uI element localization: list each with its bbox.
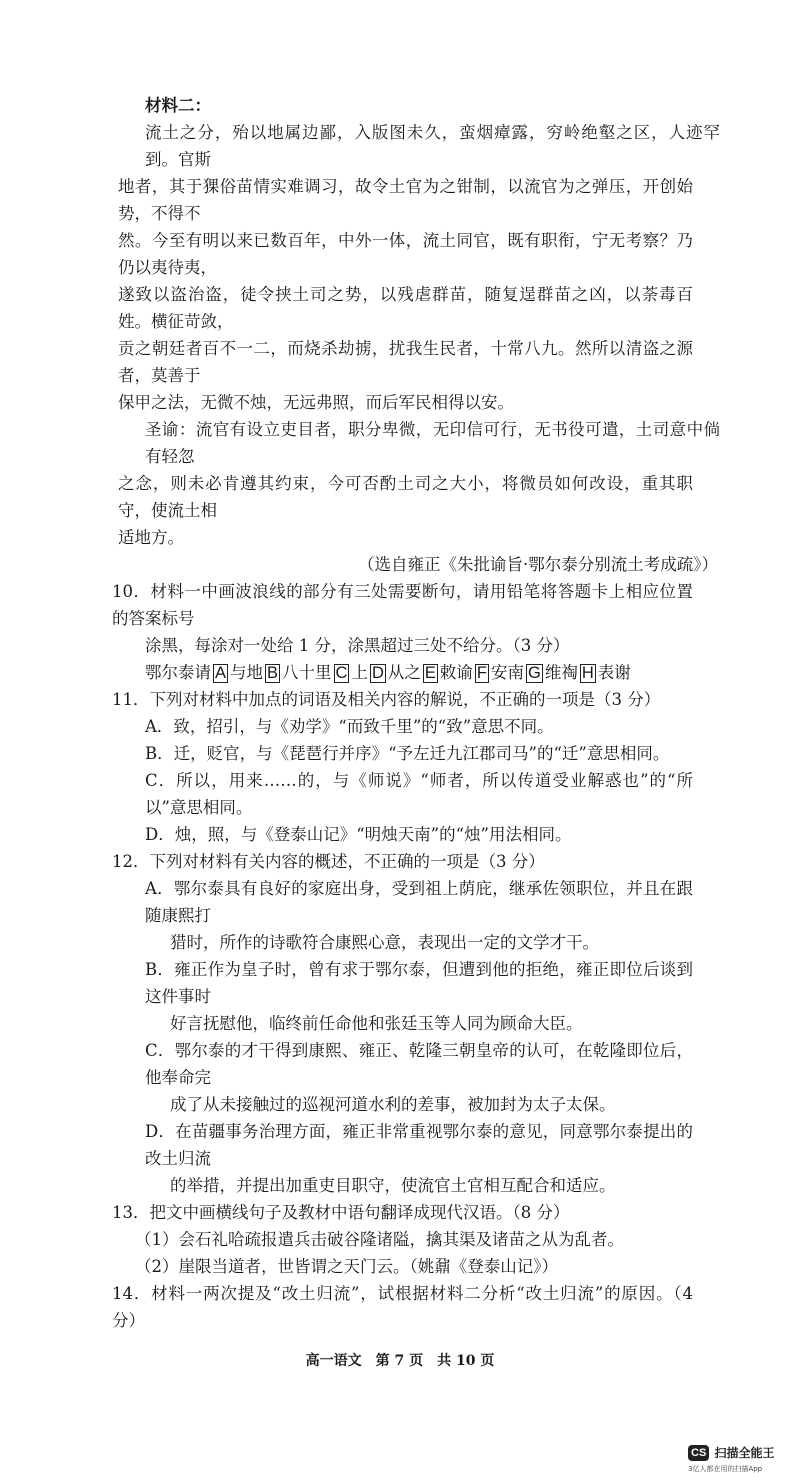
question-13 xyxy=(0,1199,800,1280)
text-line: 适地方。 xyxy=(118,528,184,547)
option-d: D．在苗疆事务治理方面，雍正非常重视鄂尔泰的意见，同意鄂尔泰提出的改土归流 xyxy=(145,1122,693,1168)
option-a-cont: 猎时，所作的诗歌符合康熙心意，表现出一定的文学才干。 xyxy=(170,933,599,952)
sentence-segment: 上 xyxy=(351,663,368,682)
sentence-segment: 从之 xyxy=(387,663,421,682)
question-stem: 13．把文中画横线句子及教材中语句翻译成现代汉语。（8 分） xyxy=(112,1203,570,1222)
question-12 xyxy=(0,848,800,1199)
answer-mark-box: A xyxy=(215,664,227,682)
option-a: A．鄂尔泰具有良好的家庭出身，受到祖上荫庇，继承佐领职位，并且在跟随康熙打 xyxy=(145,879,693,925)
sentence-segment: 八十里 xyxy=(282,663,332,682)
text-line: 地者，其于猓俗苗情实难调习，故令土官为之钳制，以流官为之弹压，开创始势，不得不 xyxy=(118,177,693,223)
punctuation-sentence xyxy=(145,659,693,686)
sentence-segment: 维祹 xyxy=(544,663,578,682)
text-line: 贡之朝廷者百不一二，而烧杀劫掳，扰我生民者，十常八九。然所以清盗之源者，莫善于 xyxy=(118,339,693,385)
option-b-cont: 好言抚慰他，临终前任命他和张廷玉等人同为顾命大臣。 xyxy=(170,1014,583,1033)
question-11 xyxy=(0,686,800,848)
sentence-segment: 鄂尔泰请 xyxy=(145,663,211,682)
material-paragraph-1 xyxy=(0,119,800,416)
answer-mark-box: C xyxy=(335,664,348,682)
question-stem: 12．下列对材料有关内容的概述，不正确的一项是（3 分） xyxy=(112,852,545,871)
option-c: C．鄂尔泰的才干得到康熙、雍正、乾隆三朝皇帝的认可，在乾隆即位后，他奉命完 xyxy=(145,1041,693,1087)
answer-mark-box: D xyxy=(371,664,384,682)
page-footer: 高一语文 第 7 页 共 10 页 xyxy=(305,1353,495,1369)
answer-mark-box: G xyxy=(527,664,541,682)
source-citation: （选自雍正《朱批谕旨·鄂尔泰分别流土考成疏》） xyxy=(358,555,718,574)
sub-item-2: （2）崖限当道者，世皆谓之天门云。（姚鼐《登泰山记》） xyxy=(135,1257,558,1276)
text-line: 之念，则未必肯遵其约束，今可否酌土司之大小，将微员如何改设，重其职守，使流土相 xyxy=(118,474,693,520)
sub-item-1: （1）会石礼哈疏报遣兵击破谷隆诸隘，擒其渠及诸苗之从为乱者。 xyxy=(135,1230,624,1249)
sentence-segment: 表谢 xyxy=(597,663,631,682)
question-stem: 11．下列对材料中加点的词语及相关内容的解说，不正确的一项是（3 分） xyxy=(112,690,661,709)
answer-mark-box: H xyxy=(581,664,594,682)
sentence-segment: 敕谕 xyxy=(439,663,473,682)
sentence-segment: 与地 xyxy=(230,663,264,682)
camscanner-logo-icon: CS xyxy=(688,1445,709,1461)
option-d: D．烛，照，与《登泰山记》“明烛天南”的“烛”用法相同。 xyxy=(145,825,572,844)
text-line: 遂致以盗治盗，徒令挟土司之势，以残虐群苗，随复逞群苗之凶，以荼毒百姓。横征苛敛， xyxy=(118,285,693,331)
text-line: 保甲之法，无微不烛，无远弗照，而后军民相得以安。 xyxy=(118,393,514,412)
option-a: A．致，招引，与《劝学》“而致千里”的“致”意思不同。 xyxy=(145,717,554,736)
answer-mark-box: E xyxy=(424,664,436,682)
option-c: C．所以，用来……的，与《师说》“师者，所以传道受业解惑也”的“所以”意思相同。 xyxy=(145,771,693,817)
text-line: 流土之分，殆以地属边鄙，入版图未久，蛮烟瘴露，穷岭绝壑之区，人迹罕到。官斯 xyxy=(145,123,720,169)
text-line: 然。今至有明以来已数百年，中外一体，流土同官，既有职衔，宁无考察？乃仍以夷待夷， xyxy=(118,231,693,277)
material-heading: 材料二： xyxy=(145,96,211,115)
question-10 xyxy=(0,578,800,686)
text-line: 圣谕：流官有设立吏目者，职分卑微，无印信可行，无书役可遣，土司意中倘有轻忽 xyxy=(145,420,720,466)
sentence-segment: 安南 xyxy=(490,663,524,682)
watermark-slogan: 3亿人都在用的扫描App xyxy=(688,1465,763,1473)
scanner-watermark xyxy=(688,1442,800,1480)
option-b: B．迁，贬官，与《琵琶行并序》“予左迁九江郡司马”的“迁”意思相同。 xyxy=(145,744,670,763)
material-paragraph-2 xyxy=(0,416,800,551)
question-14: 14．材料一两次提及“改土归流”，试根据材料二分析“改土归流”的原因。（4 分） xyxy=(112,1284,693,1330)
option-c-cont: 成了从未接触过的巡视河道水利的差事，被加封为太子太保。 xyxy=(170,1095,616,1114)
option-b: B．雍正作为皇子时，曾有求于鄂尔泰，但遭到他的拒绝，雍正即位后谈到这件事时 xyxy=(145,960,693,1006)
watermark-name: 扫描全能王 xyxy=(714,1446,775,1460)
option-d-cont: 的举措，并提出加重吏目职守，使流官土官相互配合和适应。 xyxy=(170,1176,616,1195)
answer-mark-box: B xyxy=(267,664,279,682)
question-stem: 10．材料一中画波浪线的部分有三处需要断句，请用铅笔将答题卡上相应位置的答案标号 xyxy=(112,582,693,628)
question-stem: 涂黑，每涂对一处给 1 分，涂黑超过三处不给分。（3 分） xyxy=(145,636,570,655)
answer-mark-box: F xyxy=(476,664,487,682)
